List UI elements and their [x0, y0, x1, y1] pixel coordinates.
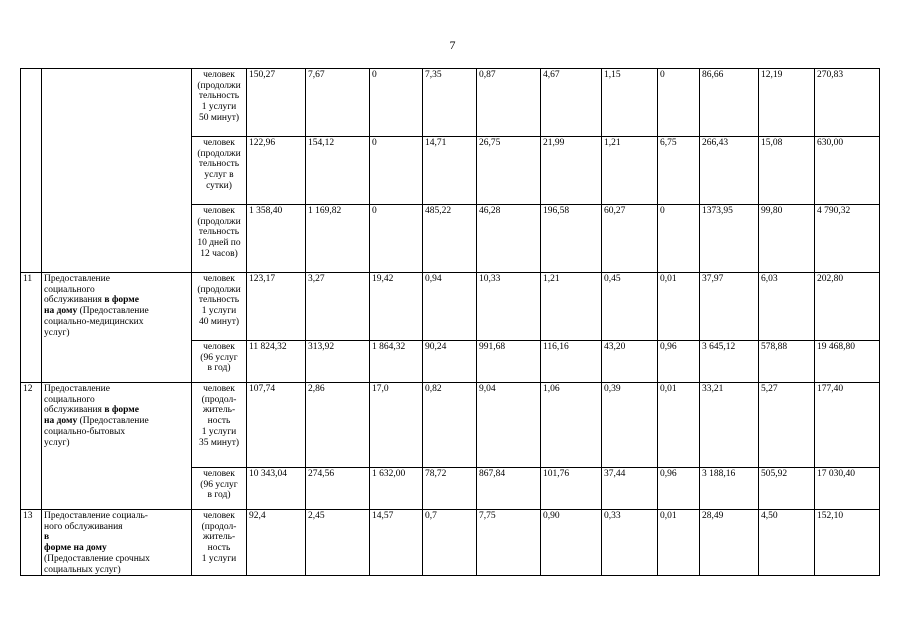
unit-line: (продолжи	[197, 80, 241, 91]
table-row	[21, 383, 880, 468]
value-cell: 150,27	[247, 69, 306, 137]
service-name-cell	[42, 383, 192, 510]
value-cell: 0,01	[658, 383, 700, 468]
service-name-fragment: Предоставление социаль-	[44, 511, 148, 521]
value-cell: 11 824,32	[247, 341, 306, 383]
service-name-fragment: социального	[44, 284, 95, 295]
value-cell: 1 632,00	[370, 468, 423, 510]
unit-line: (продол-	[201, 521, 237, 532]
service-name-fragment: ного обслуживания	[44, 521, 123, 532]
unit-line: 40 минут)	[198, 316, 240, 327]
unit-cell	[192, 69, 247, 137]
unit-line: (96 услуг	[200, 479, 238, 490]
value-cell: 7,35	[423, 69, 477, 137]
unit-line: человек	[203, 511, 235, 521]
service-name-cell	[42, 510, 192, 576]
service-name-cell	[42, 273, 192, 383]
service-name-fragment: услуг)	[44, 327, 70, 338]
unit-line: тельность	[198, 91, 240, 102]
unit-cell	[192, 341, 247, 383]
unit-line: человек	[203, 274, 235, 284]
value-cell: 60,27	[602, 205, 658, 273]
value-cell: 505,92	[759, 468, 815, 510]
value-cell: 6,03	[759, 273, 815, 341]
unit-cell	[192, 383, 247, 468]
value-cell: 9,04	[477, 383, 541, 468]
value-cell: 154,12	[306, 137, 370, 205]
service-name-fragment: в форме	[101, 295, 139, 306]
service-name-fragment: социального	[44, 394, 95, 405]
value-cell: 19 468,80	[815, 341, 880, 383]
value-cell: 1 358,40	[247, 205, 306, 273]
value-cell: 0,82	[423, 383, 477, 468]
value-cell: 196,58	[541, 205, 602, 273]
value-cell: 1 169,82	[306, 205, 370, 273]
page-number: 7	[449, 38, 456, 52]
value-cell: 0,01	[658, 510, 700, 576]
service-name-fragment: социально-медицинских	[44, 316, 144, 327]
value-cell: 0	[658, 69, 700, 137]
value-cell: 14,71	[423, 137, 477, 205]
value-cell: 0	[658, 205, 700, 273]
value-cell: 3 645,12	[700, 341, 759, 383]
unit-cell	[192, 468, 247, 510]
value-cell: 1,06	[541, 383, 602, 468]
service-name-fragment: социально-бытовых	[44, 426, 126, 437]
value-cell: 0	[370, 69, 423, 137]
service-name-fragment: (Предоставление срочных	[44, 553, 150, 564]
table-row	[21, 273, 880, 341]
unit-line: 12 часов)	[200, 248, 238, 259]
service-name-fragment: (Предоставление	[77, 306, 149, 317]
value-cell: 867,84	[477, 468, 541, 510]
value-cell: 0,96	[658, 468, 700, 510]
value-cell: 0,7	[423, 510, 477, 576]
value-cell: 10,33	[477, 273, 541, 341]
value-cell: 0,01	[658, 273, 700, 341]
unit-line: тельность	[198, 295, 240, 306]
value-cell: 7,75	[477, 510, 541, 576]
service-name-fragment: на дому	[44, 306, 78, 317]
value-cell: 1 864,32	[370, 341, 423, 383]
service-name-fragment: Предоставление	[44, 384, 110, 394]
value-cell: 1,15	[602, 69, 658, 137]
value-cell: 0,94	[423, 273, 477, 341]
unit-line: в год)	[207, 363, 231, 374]
value-cell: 202,80	[815, 273, 880, 341]
unit-line: сутки)	[206, 180, 232, 191]
unit-line: 50 минут)	[198, 112, 240, 123]
unit-line: тельность	[198, 159, 240, 170]
value-cell: 12,19	[759, 69, 815, 137]
value-cell: 4,67	[541, 69, 602, 137]
value-cell: 485,22	[423, 205, 477, 273]
value-cell: 99,80	[759, 205, 815, 273]
unit-cell	[192, 205, 247, 273]
value-cell: 4 790,32	[815, 205, 880, 273]
unit-line: тельность	[198, 227, 240, 238]
unit-line: услуг в	[204, 170, 234, 181]
value-cell: 14,57	[370, 510, 423, 576]
unit-line: человек	[203, 138, 235, 148]
service-name-fragment: (Предоставление	[77, 416, 149, 427]
value-cell: 26,75	[477, 137, 541, 205]
value-cell: 123,17	[247, 273, 306, 341]
value-cell: 152,10	[815, 510, 880, 576]
unit-line: человек	[203, 384, 235, 394]
value-cell: 266,43	[700, 137, 759, 205]
value-cell: 7,67	[306, 69, 370, 137]
unit-line: (продол-	[201, 394, 237, 405]
unit-line: (продолжи	[197, 216, 241, 227]
service-name-fragment: социальных услуг)	[44, 564, 121, 575]
value-cell: 21,99	[541, 137, 602, 205]
unit-line: житель-	[202, 532, 236, 543]
value-cell: 10 343,04	[247, 468, 306, 510]
value-cell: 177,40	[815, 383, 880, 468]
value-cell: 991,68	[477, 341, 541, 383]
value-cell: 1373,95	[700, 205, 759, 273]
value-cell: 578,88	[759, 341, 815, 383]
value-cell: 107,74	[247, 383, 306, 468]
unit-line: 10 дней по	[197, 238, 241, 249]
unit-line: ность	[207, 543, 231, 554]
value-cell: 122,96	[247, 137, 306, 205]
service-name-fragment: услуг)	[44, 437, 70, 448]
service-name-fragment: в	[44, 532, 50, 543]
value-cell: 1,21	[602, 137, 658, 205]
value-cell: 3 188,16	[700, 468, 759, 510]
unit-line: человек	[203, 342, 235, 352]
unit-line: 1 услуги	[201, 102, 237, 113]
value-cell: 101,76	[541, 468, 602, 510]
value-cell: 78,72	[423, 468, 477, 510]
value-cell: 37,44	[602, 468, 658, 510]
value-cell: 92,4	[247, 510, 306, 576]
unit-line: 1 услуги	[201, 553, 237, 564]
unit-line: 1 услуги	[201, 306, 237, 317]
service-name-fragment: Предоставление	[44, 274, 110, 284]
service-name-fragment: обслуживания	[44, 295, 102, 306]
unit-line: (96 услуг	[200, 352, 238, 363]
value-cell: 0,96	[658, 341, 700, 383]
value-cell: 17,0	[370, 383, 423, 468]
value-cell: 0	[370, 205, 423, 273]
value-cell: 630,00	[815, 137, 880, 205]
unit-line: житель-	[202, 405, 236, 416]
value-cell: 33,21	[700, 383, 759, 468]
service-name-cell	[42, 69, 192, 273]
unit-line: человек	[203, 70, 235, 80]
value-cell: 43,20	[602, 341, 658, 383]
unit-cell	[192, 510, 247, 576]
service-name-fragment: на дому	[44, 416, 78, 427]
value-cell: 1,21	[541, 273, 602, 341]
value-cell: 28,49	[700, 510, 759, 576]
value-cell: 90,24	[423, 341, 477, 383]
value-cell: 0,33	[602, 510, 658, 576]
unit-line: в год)	[207, 490, 231, 501]
unit-line: ность	[207, 416, 231, 427]
row-number-cell: 13	[21, 510, 42, 576]
unit-line: человек	[203, 469, 235, 479]
value-cell: 116,16	[541, 341, 602, 383]
value-cell: 0,90	[541, 510, 602, 576]
unit-line: 35 минут)	[198, 437, 240, 448]
value-cell: 0	[370, 137, 423, 205]
unit-cell	[192, 137, 247, 205]
unit-cell	[192, 273, 247, 341]
value-cell: 17 030,40	[815, 468, 880, 510]
table-row	[21, 69, 880, 137]
value-cell: 86,66	[700, 69, 759, 137]
value-cell: 19,42	[370, 273, 423, 341]
value-cell: 15,08	[759, 137, 815, 205]
unit-line: (продолжи	[197, 284, 241, 295]
unit-line: (продолжи	[197, 148, 241, 159]
unit-line: 1 услуги	[201, 426, 237, 437]
value-cell: 5,27	[759, 383, 815, 468]
row-number-cell: 11	[21, 273, 42, 383]
table-row	[21, 510, 880, 576]
service-name-fragment: обслуживания	[44, 405, 102, 416]
value-cell: 270,83	[815, 69, 880, 137]
cost-table	[20, 68, 880, 576]
value-cell: 37,97	[700, 273, 759, 341]
row-number-cell	[21, 69, 42, 273]
value-cell: 313,92	[306, 341, 370, 383]
service-name-fragment: форме на дому	[44, 543, 107, 554]
unit-line: человек	[203, 206, 235, 216]
value-cell: 0,87	[477, 69, 541, 137]
service-name-fragment: в форме	[101, 405, 139, 416]
value-cell: 0,45	[602, 273, 658, 341]
row-number-cell: 12	[21, 383, 42, 510]
value-cell: 2,45	[306, 510, 370, 576]
value-cell: 4,50	[759, 510, 815, 576]
value-cell: 274,56	[306, 468, 370, 510]
value-cell: 0,39	[602, 383, 658, 468]
value-cell: 2,86	[306, 383, 370, 468]
value-cell: 6,75	[658, 137, 700, 205]
value-cell: 46,28	[477, 205, 541, 273]
value-cell: 3,27	[306, 273, 370, 341]
